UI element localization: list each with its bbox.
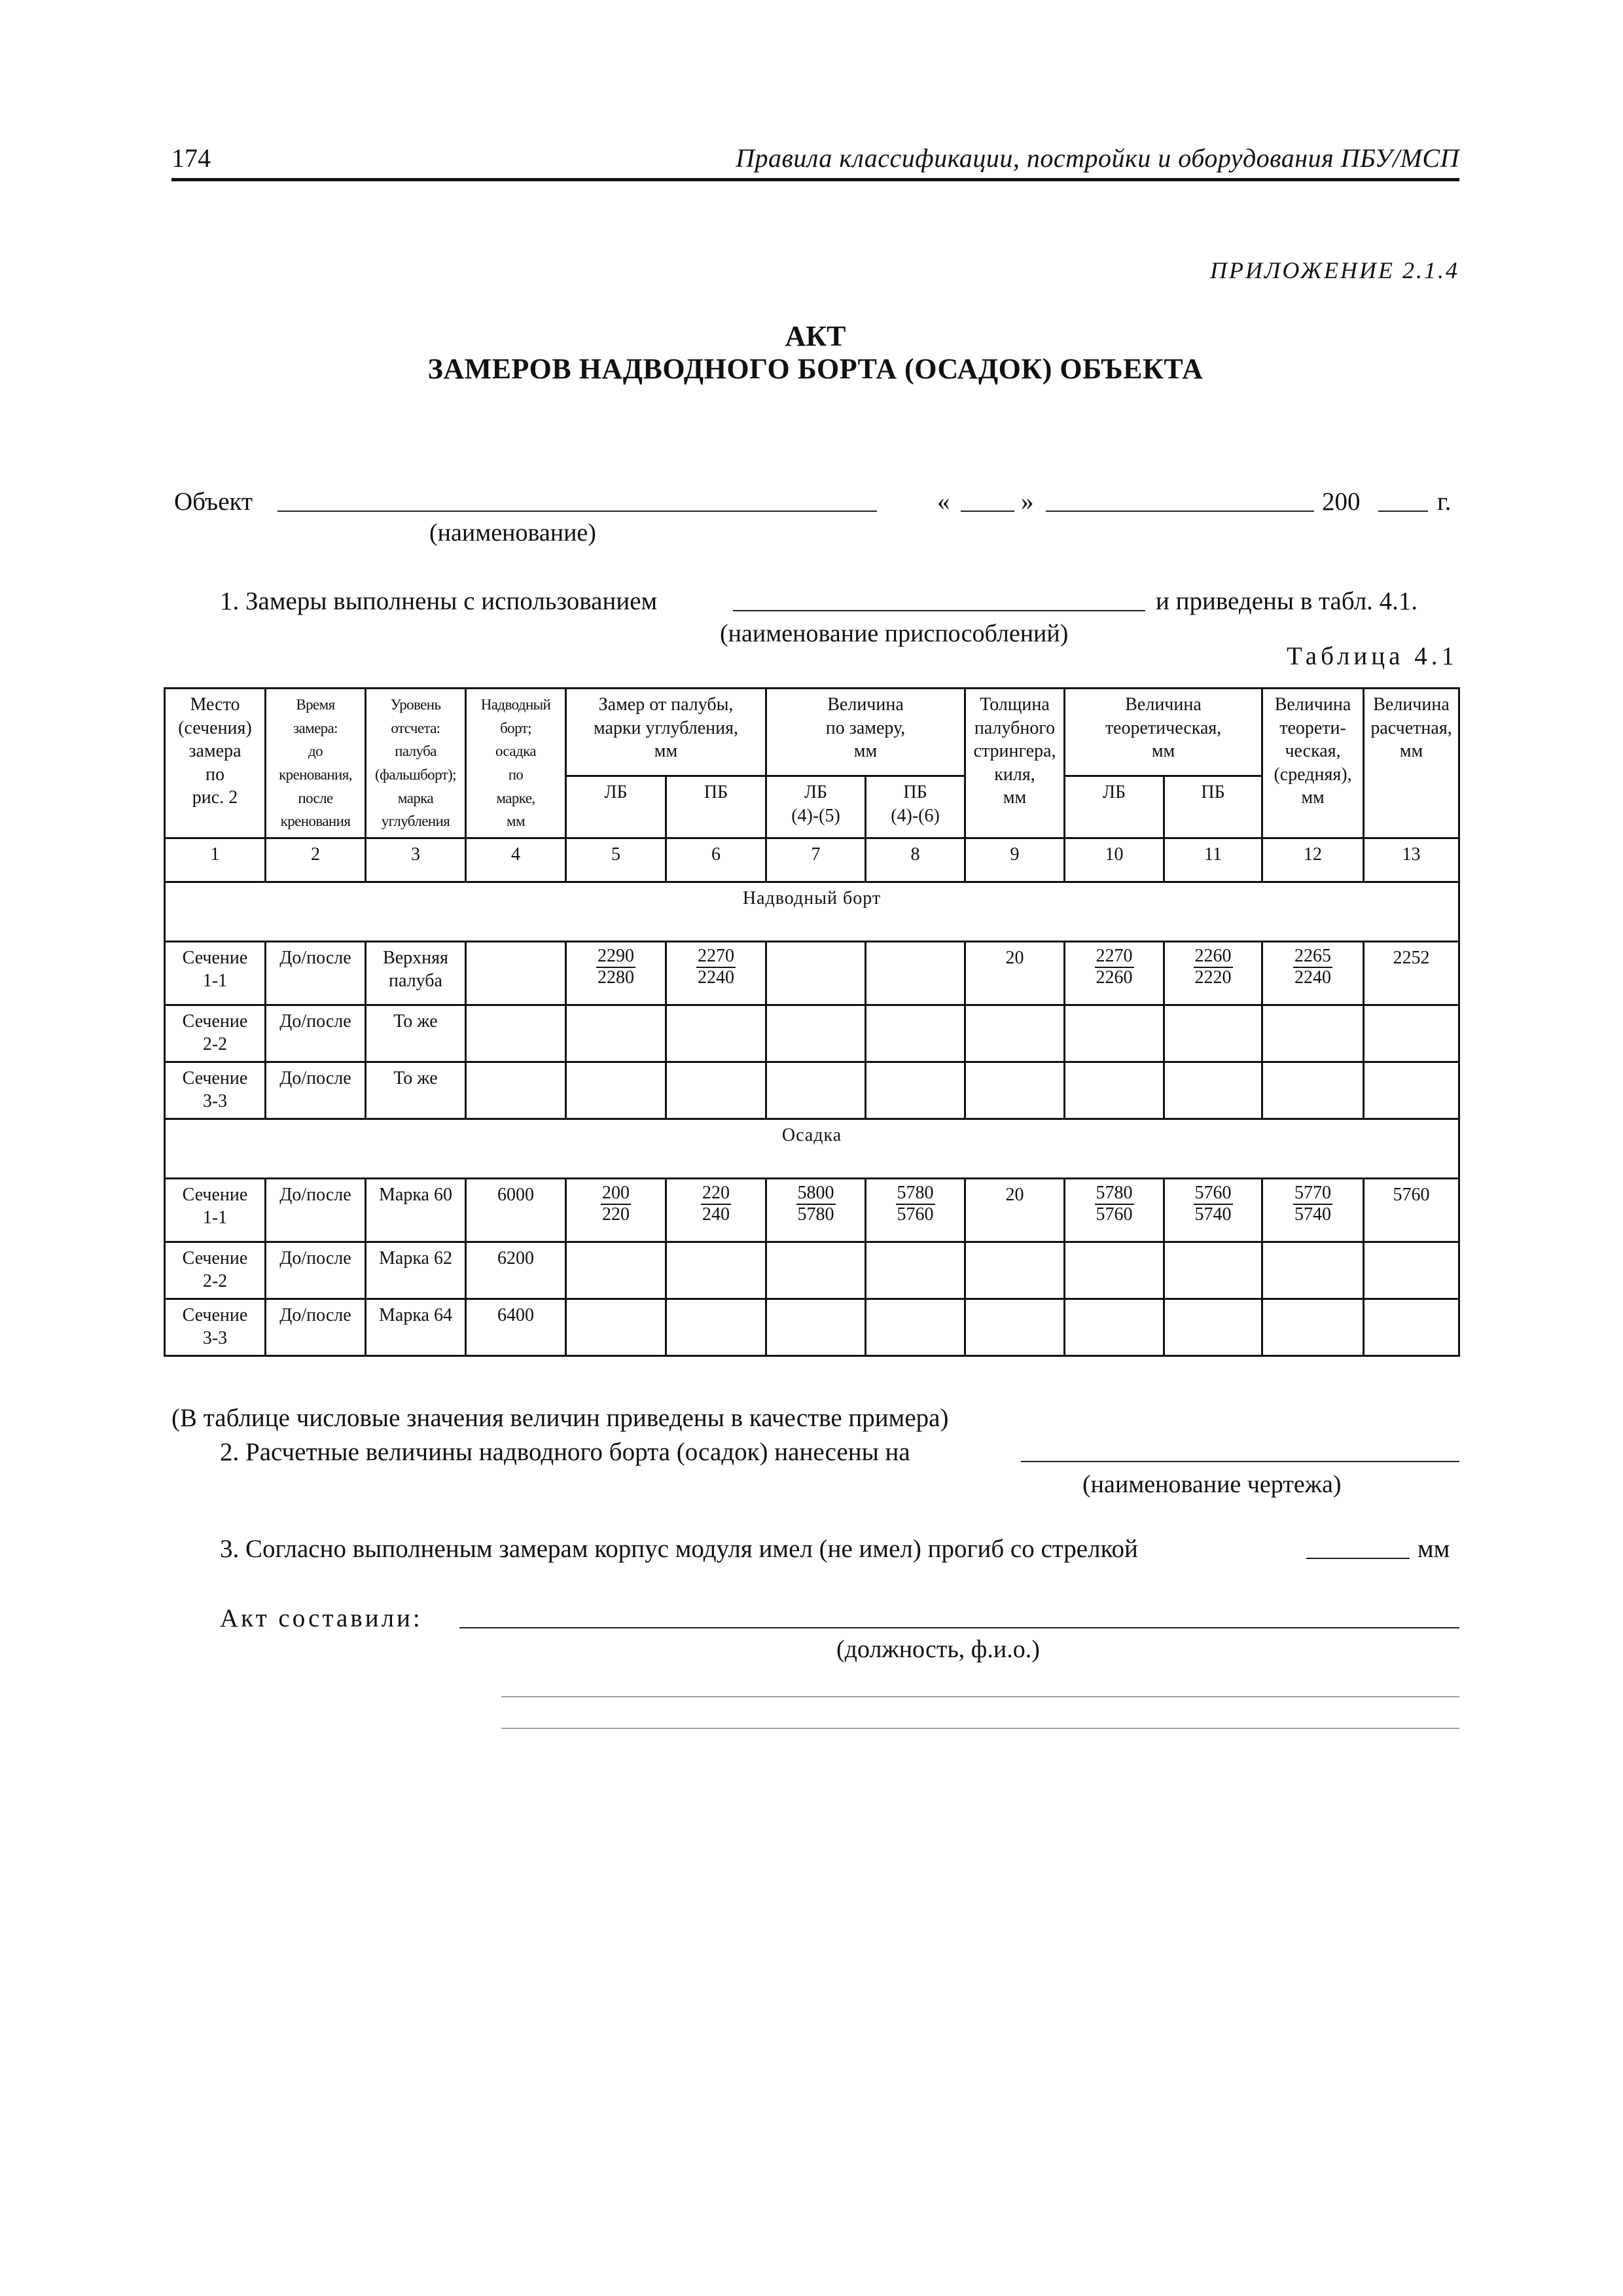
cell-c4: 6400 bbox=[466, 1299, 566, 1355]
item3-text: 3. Согласно выполненым замерам корпус модуля имел (не имел) прогиб со стрелкой bbox=[220, 1535, 1138, 1563]
item1-text-after: и приведены в табл. 4.1. bbox=[1156, 587, 1418, 615]
table-row bbox=[165, 1242, 1459, 1299]
column-number: 9 bbox=[965, 838, 1065, 882]
cell-c5: $\frac{2290}{2280}$ bbox=[566, 941, 666, 1005]
date-year-prefix: 200 bbox=[1322, 488, 1361, 516]
col-calculated-header: Величина расчетная, мм bbox=[1364, 689, 1459, 838]
column-number: 2 bbox=[266, 838, 366, 882]
cell-time: До/после bbox=[266, 1299, 366, 1355]
column-numbers-row bbox=[165, 838, 1459, 882]
cell-c5: $\frac{200}{220}$ bbox=[566, 1178, 666, 1242]
cell-c10: $\frac{2270}{2260}$ bbox=[1065, 941, 1164, 1005]
page-number: 174 bbox=[171, 143, 211, 173]
cell-c11: $\frac{5760}{5740}$ bbox=[1164, 1178, 1262, 1242]
cell-level: Марка 64 bbox=[366, 1299, 466, 1355]
cell-time: До/после bbox=[266, 941, 366, 1005]
cell-c12: $\frac{2265}{2240}$ bbox=[1262, 941, 1364, 1005]
cell-c12: $\frac{5770}{5740}$ bbox=[1262, 1178, 1364, 1242]
column-number: 8 bbox=[866, 838, 965, 882]
header-row-1 bbox=[165, 689, 1459, 776]
running-title: Правила классификации, постройки и оборудования ПБУ/МСП bbox=[736, 143, 1459, 173]
cell-place: Сечение 2-2 bbox=[165, 1005, 266, 1062]
appendix-label: ПРИЛОЖЕНИЕ 2.1.4 bbox=[1210, 257, 1459, 283]
cell-level: То же bbox=[366, 1005, 466, 1062]
cell-c7: $\frac{5800}{5780}$ bbox=[766, 1178, 866, 1242]
cell-time: До/после bbox=[266, 1062, 366, 1119]
cell-place: Сечение 1-1 bbox=[165, 941, 266, 1005]
cell-time: До/после bbox=[266, 1242, 366, 1299]
signature-hint: (должность, ф.и.о.) bbox=[836, 1636, 1040, 1663]
cell-level: Верхняя палуба bbox=[366, 941, 466, 1005]
col-level-header: Уровень отсчета: палуба (фальшборт); марка углубления bbox=[366, 689, 466, 838]
column-number: 7 bbox=[766, 838, 866, 882]
section-row-draft bbox=[165, 1119, 1459, 1178]
drawing-name-hint: (наименование чертежа) bbox=[1082, 1471, 1342, 1498]
item2-text: 2. Расчетные величины надводного борта (осадок) нанесены на bbox=[220, 1438, 910, 1466]
date-month-field[interactable] bbox=[1046, 511, 1314, 512]
table-row bbox=[165, 941, 1459, 1005]
cell-c9: 20 bbox=[965, 1178, 1065, 1242]
col7-lb-header: ЛБ (4)-(5) bbox=[766, 776, 866, 838]
date-year-suffix: г. bbox=[1437, 488, 1452, 516]
section-title-draft: Осадка bbox=[165, 1119, 1459, 1178]
col6-pb-header: ПБ bbox=[666, 776, 766, 838]
column-number: 11 bbox=[1164, 838, 1262, 882]
instruments-hint: (наименование приспособлений) bbox=[720, 620, 1069, 647]
cell-level: Марка 62 bbox=[366, 1242, 466, 1299]
cell-c9: 20 bbox=[965, 941, 1065, 1005]
cell-c4 bbox=[466, 941, 566, 1005]
column-number: 4 bbox=[466, 838, 566, 882]
cell-c8 bbox=[866, 941, 965, 1005]
date-day-field[interactable] bbox=[961, 511, 1014, 512]
table-note: (В таблице числовые значения величин приведены в качестве примера) bbox=[171, 1404, 949, 1432]
cell-level: То же bbox=[366, 1062, 466, 1119]
cell-time: До/после bbox=[266, 1178, 366, 1242]
date-year-field[interactable] bbox=[1378, 511, 1428, 512]
instruments-field[interactable] bbox=[733, 610, 1145, 611]
cell-c6: $\frac{2270}{2240}$ bbox=[666, 941, 766, 1005]
cell-c4: 6200 bbox=[466, 1242, 566, 1299]
column-number: 5 bbox=[566, 838, 666, 882]
object-label: Объект bbox=[174, 488, 253, 516]
col-measured-value-header: Величина по замеру, мм bbox=[766, 689, 965, 776]
cell-c13: 2252 bbox=[1364, 941, 1459, 1005]
cell-c7 bbox=[766, 941, 866, 1005]
col11-pb-header: ПБ bbox=[1164, 776, 1262, 838]
table-caption: Таблица 4.1 bbox=[1286, 642, 1458, 670]
signature-line-2[interactable] bbox=[501, 1696, 1459, 1697]
column-number: 6 bbox=[666, 838, 766, 882]
col-theoretical-header: Величина теоретическая, мм bbox=[1065, 689, 1262, 776]
cell-c8: $\frac{5780}{5760}$ bbox=[866, 1178, 965, 1242]
section-row-freeboard bbox=[165, 882, 1459, 941]
table-row bbox=[165, 1178, 1459, 1242]
table-row bbox=[165, 1005, 1459, 1062]
header-rule bbox=[171, 178, 1459, 181]
table-row bbox=[165, 1062, 1459, 1119]
cell-time: До/после bbox=[266, 1005, 366, 1062]
date-quote-open: « bbox=[937, 488, 950, 516]
column-number: 12 bbox=[1262, 838, 1364, 882]
table-row bbox=[165, 1299, 1459, 1355]
col-place-header: Место (сечения) замера по рис. 2 bbox=[165, 689, 266, 838]
col-stringer-thickness-header: Толщина палубного стрингера, киля, мм bbox=[965, 689, 1065, 838]
col8-pb-header: ПБ (4)-(6) bbox=[866, 776, 965, 838]
column-number: 10 bbox=[1065, 838, 1164, 882]
column-number: 3 bbox=[366, 838, 466, 882]
cell-place: Сечение 3-3 bbox=[165, 1299, 266, 1355]
object-name-field[interactable] bbox=[277, 511, 877, 512]
cell-c11: $\frac{2260}{2220}$ bbox=[1164, 941, 1262, 1005]
section-title-freeboard: Надводный борт bbox=[165, 882, 1459, 941]
cell-place: Сечение 1-1 bbox=[165, 1178, 266, 1242]
drawing-name-field[interactable] bbox=[1021, 1461, 1459, 1462]
col-time-header: Время замера: до кренования, после кренования bbox=[266, 689, 366, 838]
col10-lb-header: ЛБ bbox=[1065, 776, 1164, 838]
act-subtitle: ЗАМЕРОВ НАДВОДНОГО БОРТА (ОСАДОК) ОБЪЕКТА bbox=[427, 353, 1204, 385]
cell-level: Марка 60 bbox=[366, 1178, 466, 1242]
cell-c13: 5760 bbox=[1364, 1178, 1459, 1242]
column-number: 13 bbox=[1364, 838, 1459, 882]
cell-place: Сечение 2-2 bbox=[165, 1242, 266, 1299]
signature-line-1[interactable] bbox=[459, 1627, 1459, 1628]
cell-c4: 6000 bbox=[466, 1178, 566, 1242]
signature-line-3[interactable] bbox=[501, 1728, 1459, 1729]
deflection-unit: мм bbox=[1418, 1535, 1450, 1563]
col-theoretical-mean-header: Величина теорети- ческая, (средняя), мм bbox=[1262, 689, 1364, 838]
cell-c10: $\frac{5780}{5760}$ bbox=[1065, 1178, 1164, 1242]
col5-lb-header: ЛБ bbox=[566, 776, 666, 838]
cell-place: Сечение 3-3 bbox=[165, 1062, 266, 1119]
deflection-field[interactable] bbox=[1306, 1558, 1410, 1559]
cell-c6: $\frac{220}{240}$ bbox=[666, 1178, 766, 1242]
date-quote-close: » bbox=[1021, 488, 1034, 516]
col-freeboard-header: Надводный борт; осадка по марке, мм bbox=[466, 689, 566, 838]
column-number: 1 bbox=[165, 838, 266, 882]
measurements-table bbox=[164, 687, 1460, 1357]
signatures-label: Акт составили: bbox=[220, 1604, 423, 1632]
col-measure-from-deck-header: Замер от палубы, марки углубления, мм bbox=[566, 689, 766, 776]
act-title: АКТ bbox=[785, 320, 846, 352]
item1-text: 1. Замеры выполнены с использованием bbox=[220, 587, 658, 615]
object-name-hint: (наименование) bbox=[429, 519, 596, 547]
